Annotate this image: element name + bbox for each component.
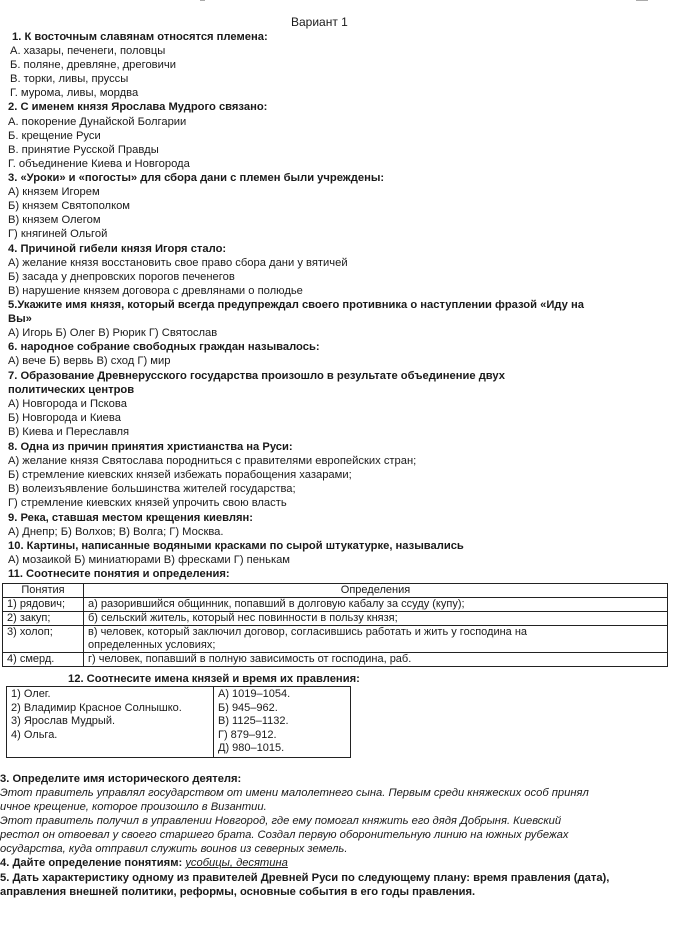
option: Г. мурома, ливы, мордва: [10, 87, 139, 99]
variant-title: Вариант 1: [291, 15, 348, 29]
option: В. торки, ливы, пруссы: [10, 73, 129, 85]
option: Г. объединение Киева и Новгорода: [8, 158, 190, 170]
passage-line: осударства, куда отправил служить воинов из северных земель.: [0, 843, 348, 855]
table-row: [3, 598, 668, 612]
options: А) вече Б) вервь В) сход Г) мир: [8, 355, 171, 367]
table-header-terms: Понятия: [3, 584, 84, 598]
term-cell: 1) рядович;: [3, 598, 84, 612]
scan-artifact: [200, 0, 205, 1]
term-cell: 2) закуп;: [3, 612, 84, 626]
question-8: 8. Одна из причин принятия христианства на Руси:: [8, 441, 293, 453]
ruler-period: В) 1125–1132.: [218, 715, 289, 728]
question-13: 3. Определите имя исторического деятеля:: [0, 773, 242, 785]
scan-artifact: [636, 0, 648, 1]
options: А) Днепр; Б) Волхов; В) Волга; Г) Москва.: [8, 526, 224, 538]
terms-table: [2, 583, 668, 667]
table-header-definitions: Определения: [84, 584, 668, 598]
question-2: 2. С именем князя Ярослава Мудрого связано:: [8, 101, 268, 113]
rulers-names-cell: [7, 687, 214, 758]
ruler-period: Б) 945–962.: [218, 701, 278, 714]
definition-cell: б) сельский житель, который нес повинности в пользу князя;: [84, 612, 668, 626]
question-10: 10. Картины, написанные водяными красками по сырой штукатурке, назывались: [8, 540, 464, 552]
passage-line: Этот правитель получил в управлении Новгород, где ему помогал княжить его дядя Добрыня. Киевский: [0, 815, 562, 827]
question-6: 6. народное собрание свободных граждан называлось:: [8, 341, 320, 353]
definition-cell: в) человек, который заключил договор, согласившись работать и жить у господина на определенных условиях;: [84, 626, 668, 653]
option: А) князем Игорем: [8, 186, 100, 198]
option: Г) стремление киевских князей упрочить свою власть: [8, 497, 287, 509]
ruler-period: А) 1019–1054.: [218, 688, 291, 700]
table-row: [3, 612, 668, 626]
question-7-cont: политических центров: [8, 384, 135, 396]
question-12: 12. Соотнесите имена князей и время их правления:: [68, 673, 360, 685]
ruler-name: 1) Олег.: [11, 688, 51, 700]
definition-cell: а) разорившийся общинник, попавший в долговую кабалу за ссуду (купу);: [84, 598, 668, 612]
options: А) Игорь Б) Олег В) Рюрик Г) Святослав: [8, 327, 218, 339]
term-cell: 4) смерд.: [3, 653, 84, 667]
option: А) желание князя Святослава породниться с правителями европейских стран;: [8, 455, 417, 467]
ruler-period: Д) 980–1015.: [218, 742, 285, 755]
option: Б) князем Святополком: [8, 200, 131, 212]
ruler-period: Г) 879–912.: [218, 728, 277, 741]
option: В) волеизъявление большинства жителей государства;: [8, 483, 296, 495]
rulers-periods-cell: [214, 687, 351, 758]
option: В) Киева и Переславля: [8, 426, 130, 438]
option: А. покорение Дунайской Болгарии: [8, 116, 187, 128]
question-5: 5.Укажите имя князя, который всегда предупреждал своего противника о наступлении фразой «Иду на: [8, 299, 584, 311]
ruler-name: 2) Владимир Красное Солнышко.: [11, 701, 182, 714]
question-14-terms: усобицы, десятина: [185, 857, 288, 869]
option: А. хазары, печенеги, половцы: [10, 45, 166, 57]
option: Б) Новгорода и Киева: [8, 412, 121, 424]
table-row: [3, 653, 668, 667]
question-7: 7. Образование Древнерусского государства произошло в результате объединение двух: [8, 370, 505, 382]
question-4: 4. Причиной гибели князя Игоря стало:: [8, 243, 227, 255]
definition-cell: г) человек, попавший в полную зависимость от господина, раб.: [84, 653, 668, 667]
question-14: 4. Дайте определение понятиям:: [0, 857, 183, 869]
option: В. принятие Русской Правды: [8, 144, 159, 156]
passage-line: Этот правитель управлял государством от имени малолетнего сына. Первым среди княжеских особ принял: [0, 787, 589, 799]
question-3: 3. «Уроки» и «погосты» для сбора дани с племен были учреждены:: [8, 172, 385, 184]
passage-line: рестол он отвоевал у своего старшего брата. Создал первую оборонительную линию на южных рубежах: [0, 829, 569, 841]
question-1: 1. К восточным славянам относятся племена:: [12, 31, 268, 43]
rulers-table: [6, 686, 351, 758]
table-row: [3, 626, 668, 653]
option: В) князем Олегом: [8, 214, 101, 226]
option: Б) засада у днепровских порогов печенегов: [8, 271, 235, 283]
option: Б. крещение Руси: [8, 130, 101, 142]
term-cell: 3) холоп;: [3, 626, 84, 653]
question-11: 11. Соотнесите понятия и определения:: [8, 568, 230, 580]
option: Г) княгиней Ольгой: [8, 228, 108, 240]
options: А) мозаикой Б) миниатюрами В) фресками Г) пенькам: [8, 554, 290, 566]
ruler-name: 4) Ольга.: [11, 728, 58, 741]
question-9: 9. Река, ставшая местом крещения киевлян:: [8, 512, 253, 524]
option: А) Новгорода и Пскова: [8, 398, 127, 410]
option: Б. поляне, древляне, дреговичи: [10, 59, 176, 71]
question-14-line: [0, 857, 288, 870]
ruler-name: 3) Ярослав Мудрый.: [11, 715, 116, 728]
passage-line: ичное крещение, которое произошло в Византии.: [0, 801, 267, 813]
option: Б) стремление киевских князей избежать порабощения хазарами;: [8, 469, 352, 481]
question-15: 5. Дать характеристику одному из правителей Древней Руси по следующему плану: время правления (дата),: [0, 872, 610, 884]
question-15-cont: аправления внешней политики, реформы, основные события в его годы правления.: [0, 886, 476, 898]
option: А) желание князя восстановить свое право сбора дани у вятичей: [8, 257, 348, 269]
option: В) нарушение князем договора с древлянами о полюдье: [8, 285, 303, 297]
question-5-cont: Вы»: [8, 313, 32, 325]
